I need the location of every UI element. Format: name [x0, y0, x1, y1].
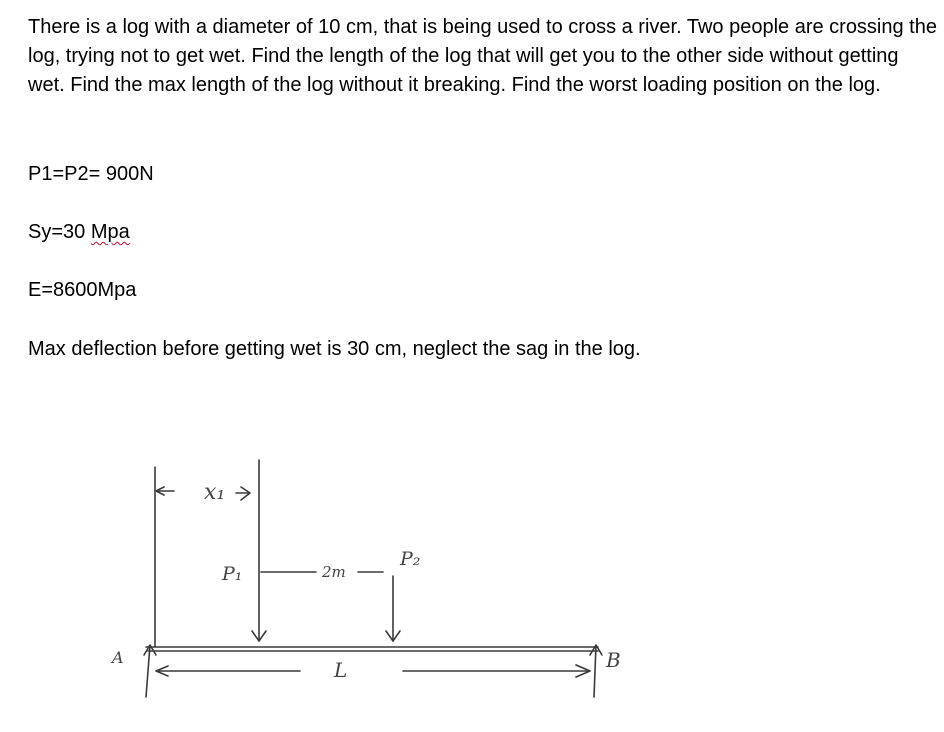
elastic-modulus: E=8600Mpa — [28, 279, 137, 301]
support-b-label: B — [606, 648, 621, 672]
problem-statement: There is a log with a diameter of 10 cm, that is being used to cross a river. Two people are crossing the log, trying not to get wet. Find the length of the log that will get you to the other side without getting wet. Find the max length of the log without it breaking. Find the worst loading position on the log. — [28, 16, 937, 96]
x1-label: x₁ — [204, 480, 226, 505]
load-values: P1=P2= 900N — [28, 163, 154, 185]
yield-strength — [28, 218, 130, 247]
length-arrow-left — [156, 666, 300, 676]
beam-sketch — [28, 405, 668, 730]
support-a — [144, 645, 156, 697]
p1-label: P₁ — [222, 563, 243, 585]
spacing-label: 2m — [322, 563, 346, 581]
x1-right-arrow — [236, 487, 250, 500]
support-a-label: A — [112, 648, 124, 667]
yield-strength-unit: Mpa — [90, 221, 130, 243]
yield-strength-value: Sy=30 — [28, 221, 91, 243]
x1-left-arrow — [156, 487, 174, 495]
length-label: L — [334, 658, 348, 682]
support-b — [590, 645, 602, 697]
deflection-limit: Max deflection before getting wet is 30 cm, neglect the sag in the log. — [28, 338, 641, 360]
p2-label: P₂ — [400, 548, 421, 570]
